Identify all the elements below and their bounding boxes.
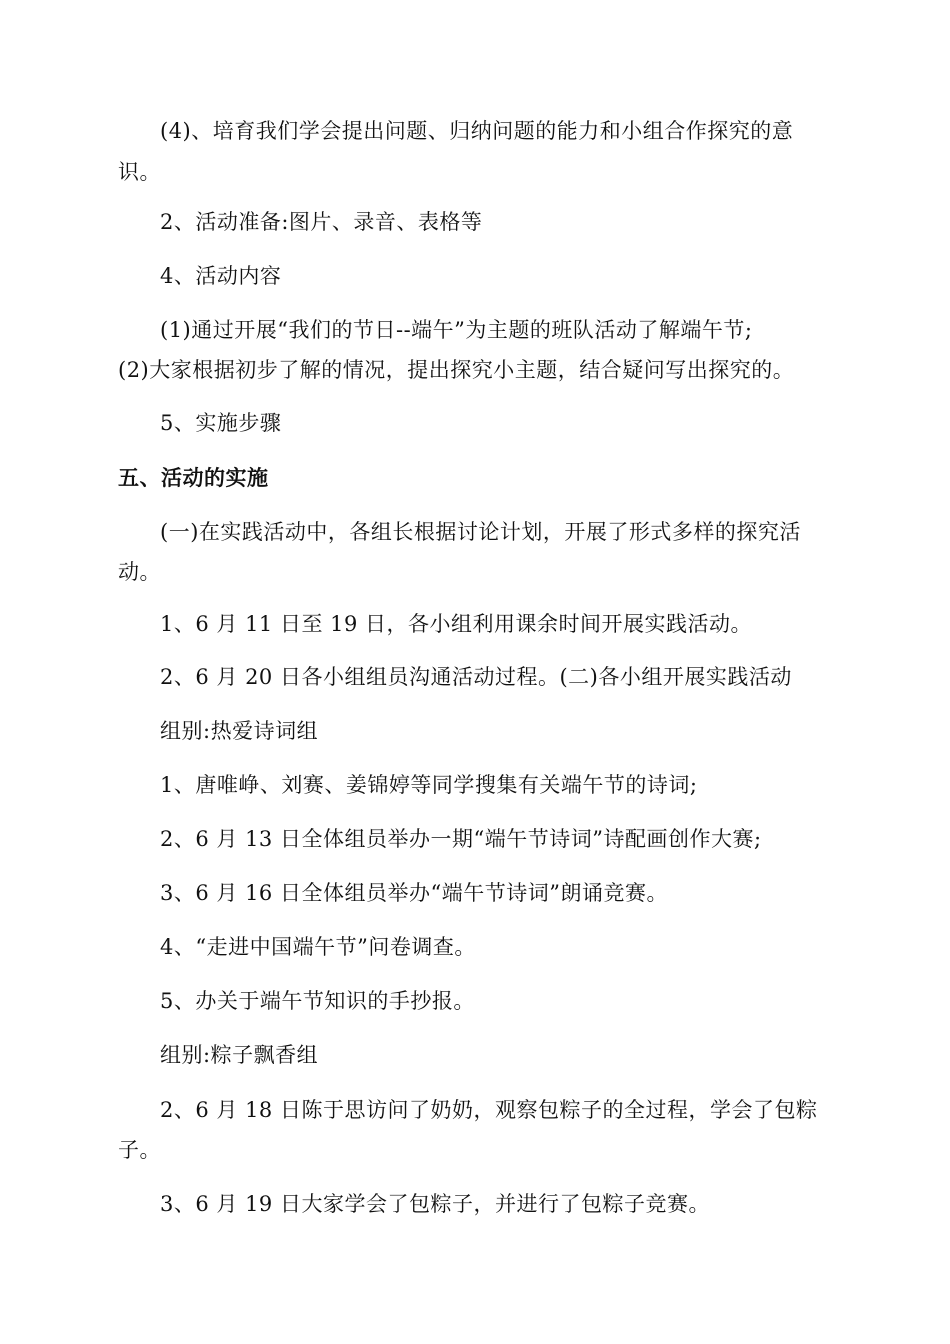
paragraph-content-title: 4、活动内容	[160, 264, 282, 288]
paragraph-practice-line2: 动。	[118, 560, 161, 584]
group-label-poetry: 组别:热爱诗词组	[160, 719, 319, 743]
paragraph-content-line2: (2)大家根据初步了解的情况，提出探究小主题，结合疑问写出探究的。	[118, 358, 795, 382]
paragraph-preparation: 2、活动准备:图片、录音、表格等	[160, 210, 483, 234]
paragraph-practice-line1: (一)在实践活动中，各组长根据讨论计划，开展了形式多样的探究活	[160, 520, 801, 544]
paragraph-item-june20: 2、6 月 20 日各小组组员沟通活动过程。(二)各小组开展实践活动	[160, 665, 792, 689]
poetry-item-1: 1、唐唯峥、刘赛、姜锦婷等同学搜集有关端午节的诗词;	[160, 773, 698, 797]
poetry-item-2: 2、6 月 13 日全体组员举办一期“端午节诗词”诗配画创作大赛;	[160, 827, 762, 851]
paragraph-steps: 5、实施步骤	[160, 411, 282, 435]
poetry-item-4: 4、“走进中国端午节”问卷调查。	[160, 935, 476, 959]
poetry-item-5: 5、办关于端午节知识的手抄报。	[160, 989, 475, 1013]
zongzi-item-3: 3、6 月 19 日大家学会了包粽子，并进行了包粽子竞赛。	[160, 1192, 710, 1216]
paragraph-ability-line1: (4)、培育我们学会提出问题、归纳问题的能力和小组合作探究的意	[160, 119, 794, 143]
zongzi-item-2-line2: 子。	[118, 1138, 161, 1162]
paragraph-content-line1: (1)通过开展“我们的节日--端午”为主题的班队活动了解端午节;	[160, 318, 753, 342]
paragraph-item-june11: 1、6 月 11 日至 19 日，各小组利用课余时间开展实践活动。	[160, 612, 753, 636]
poetry-item-3: 3、6 月 16 日全体组员举办“端午节诗词”朗诵竞赛。	[160, 881, 668, 905]
paragraph-ability-line2: 识。	[118, 160, 161, 184]
section-heading: 五、活动的实施	[118, 466, 269, 490]
group-label-zongzi: 组别:粽子飘香组	[160, 1043, 319, 1067]
zongzi-item-2-line1: 2、6 月 18 日陈于思访问了奶奶，观察包粽子的全过程，学会了包粽	[160, 1098, 818, 1122]
